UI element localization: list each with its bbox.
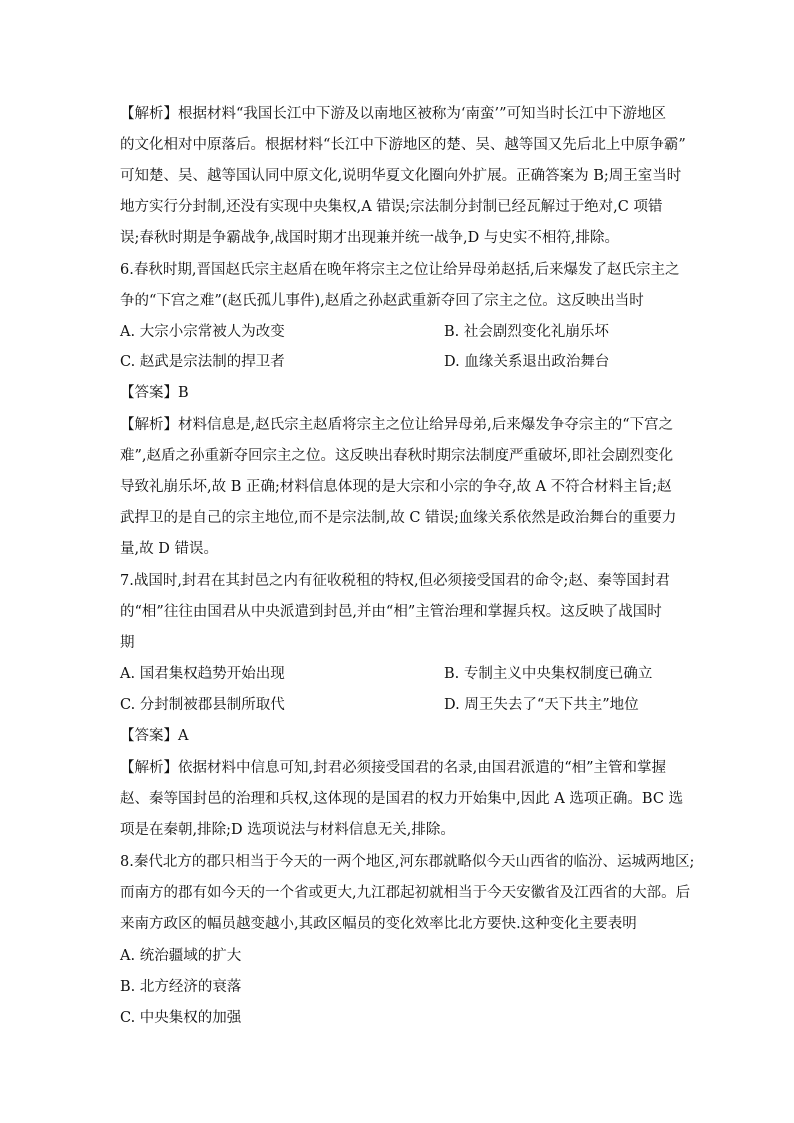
q7-option-a: A. 国君集权趋势开始出现: [120, 666, 285, 682]
q7-analysis-line: 赵、秦等国封邑的治理和兵权,这体现的是国君的权力开始集中,因此 A 选项正确。BC 选: [120, 791, 684, 807]
q6-stem-line: 6.春秋时期,晋国赵氏宗主赵盾在晚年将宗主之位让给异母弟赵括,后来爆发了赵氏宗主之: [120, 262, 680, 278]
q6-stem-line: 争的“下宫之难”(赵氏孤儿事件),赵盾之孙赵武重新夺回了宗主之位。这反映出当时: [120, 293, 644, 309]
analysis-line: 误;春秋时期是争霸战争,战国时期才出现兼并统一战争,D 与史实不相符,排除。: [120, 230, 619, 246]
q7-option-b: B. 专制主义中央集权制度已确立: [444, 666, 653, 682]
q7-analysis-line: 项是在秦朝,排除;D 选项说法与材料信息无关,排除。: [120, 822, 455, 838]
q6-analysis-line: 难”,赵盾之孙重新夺回宗主之位。这反映出春秋时期宗法制度严重破坏,即社会剧烈变化: [120, 448, 674, 464]
q6-analysis-line: 武捍卫的是自己的宗主地位,而不是宗法制,故 C 错误;血缘关系依然是政治舞台的重要力: [120, 510, 677, 526]
q7-option-c: C. 分封制被郡县制所取代: [120, 697, 285, 713]
q8-stem-line: 而南方的郡有如今天的一个省或更大,九江郡起初就相当于今天安徽省及江西省的大部。后: [120, 885, 691, 901]
analysis-line: 【解析】根据材料“我国长江中下游及以南地区被称为‘南蛮’”可知当时长江中下游地区: [120, 106, 667, 122]
q8-option-a: A. 统治疆域的扩大: [120, 948, 242, 964]
q6-option-b: B. 社会剧烈变化礼崩乐坏: [444, 324, 609, 340]
analysis-line: 可知楚、吴、越等国认同中原文化,说明华夏文化圈向外扩展。正确答案为 B;周王室当时: [120, 168, 682, 184]
analysis-line: 地方实行分封制,还没有实现中央集权,A 错误;宗法制分封制已经瓦解过于绝对,C 项错: [120, 199, 663, 215]
q6-option-c: C. 赵武是宗法制的捍卫者: [120, 354, 285, 370]
q6-analysis-line: 导致礼崩乐坏,故 B 正确;材料信息体现的是大宗和小宗的争夺,故 A 不符合材料主旨;赵: [120, 479, 672, 495]
q8-stem-line: 来南方政区的幅员越变越小,其政区幅员的变化效率比北方要快.这种变化主要表明: [120, 916, 637, 932]
analysis-line: 的文化相对中原落后。根据材料“长江中下游地区的楚、吴、越等国又先后北上中原争霸”: [120, 137, 686, 153]
q7-stem-line: 的“相”往往由国君从中央派遣到封邑,并由“相”主管治理和掌握兵权。这反映了战国时: [120, 604, 662, 620]
q8-stem-line: 8.秦代北方的郡只相当于今天的一两个地区,河东郡就略似今天山西省的临汾、运城两地区;: [120, 854, 695, 870]
q7-answer: 【答案】A: [120, 728, 189, 744]
q6-option-a: A. 大宗小宗常被人为改变: [120, 324, 285, 340]
q8-option-b: B. 北方经济的衰落: [120, 979, 242, 995]
q6-answer: 【答案】B: [120, 385, 189, 401]
q8-option-c: C. 中央集权的加强: [120, 1010, 242, 1026]
q7-stem-line: 7.战国时,封君在其封邑之内有征收税租的特权,但必须接受国君的命令;赵、秦等国封君: [120, 573, 670, 589]
q6-analysis-line: 【解析】材料信息是,赵氏宗主赵盾将宗主之位让给异母弟,后来爆发争夺宗主的“下宫之: [120, 417, 674, 433]
q6-option-d: D. 血缘关系退出政治舞台: [444, 354, 610, 370]
q6-analysis-line: 量,故 D 错误。: [120, 541, 218, 557]
q7-stem-line: 期: [120, 635, 135, 651]
q7-option-d: D. 周王失去了“天下共主”地位: [444, 697, 639, 713]
q7-analysis-line: 【解析】依据材料中信息可知,封君必须接受国君的名录,由国君派遣的“相”主管和掌握: [120, 760, 667, 776]
